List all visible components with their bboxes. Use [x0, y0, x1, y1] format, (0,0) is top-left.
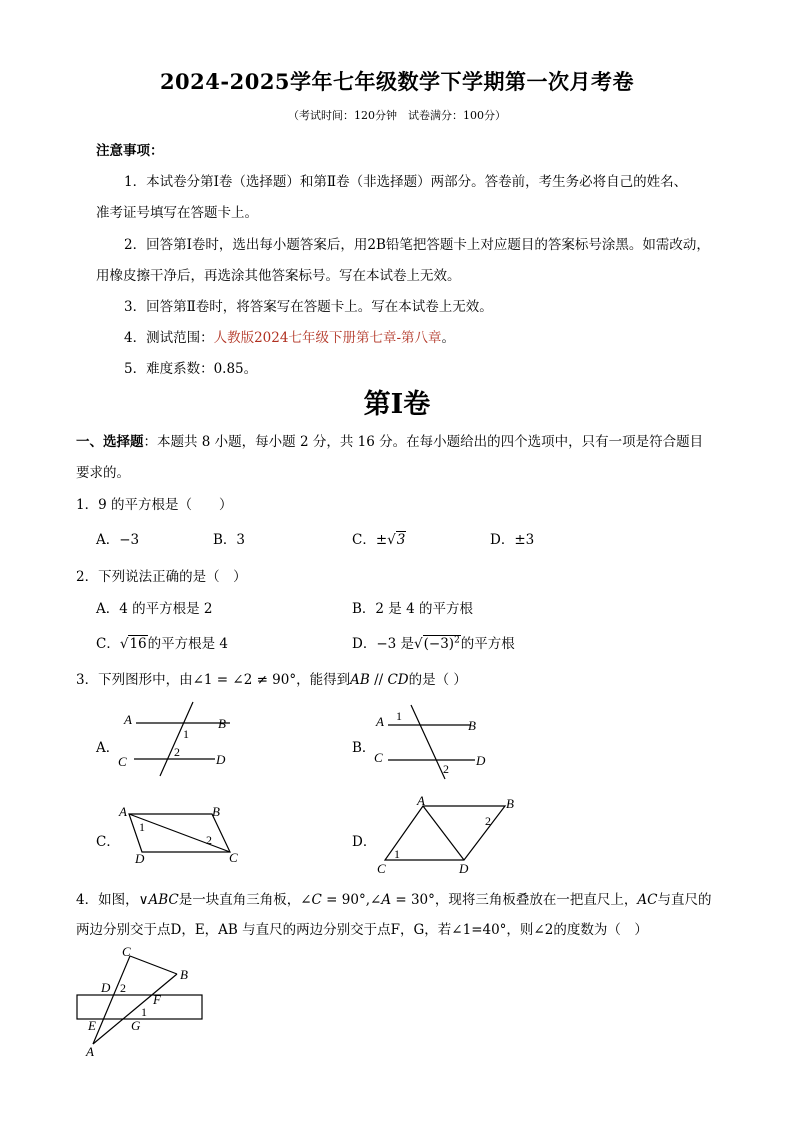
q4-l1-ac: AC — [637, 892, 658, 908]
note-4-suffix: 。 — [441, 330, 456, 346]
label-a: A — [86, 1044, 94, 1059]
label-a: A — [119, 804, 127, 819]
q4-l1-abc: ABC — [148, 892, 179, 908]
note-4 — [124, 326, 455, 346]
side-ac — [93, 956, 130, 1044]
label-angle-1: 1 — [183, 727, 189, 741]
note-4-prefix: 4．测试范围： — [124, 330, 214, 346]
label-d: D — [476, 753, 486, 768]
q3-stem-cd: CD — [387, 672, 409, 688]
label-b: B — [506, 796, 514, 811]
label-c: C — [377, 861, 386, 876]
exam-title: 2024-2025学年七年级数学下学期第一次月考卷 — [159, 69, 635, 94]
q3-figure-b — [370, 700, 500, 780]
q2-stem: 2．下列说法正确的是（ ） — [76, 569, 247, 585]
label-d: D — [101, 980, 111, 995]
q3-stem-ab: AB — [350, 672, 370, 688]
section-title: 第Ⅰ卷 — [363, 389, 431, 420]
notes-heading: 注意事项： — [96, 143, 164, 159]
label-a: A — [124, 712, 132, 727]
label-angle-2: 2 — [443, 762, 449, 776]
label-d: D — [216, 752, 226, 767]
label-angle-2: 2 — [174, 745, 180, 759]
label-angle-1: 1 — [139, 820, 145, 834]
label-angle-2: 2 — [120, 981, 126, 995]
section-intro-a — [76, 430, 703, 450]
q1-option-d: D．±3 — [490, 532, 535, 548]
q2-c-suffix: 的平方根是 4 — [147, 636, 229, 652]
label-f: F — [153, 992, 161, 1007]
note-5: 5．难度系数：0.85。 — [124, 361, 258, 377]
q3-option-d-label: D． — [352, 834, 377, 850]
label-c: C — [118, 754, 127, 769]
diagonal-ad — [423, 806, 464, 860]
q2-d-prefix: D．−3 是 — [352, 636, 415, 652]
q3-stem-a: 3．下列图形中，由∠1 = ∠2 ≠ 90°，能得到 — [76, 672, 351, 688]
q4-l1-c: C — [311, 892, 322, 908]
label-angle-1: 1 — [396, 709, 402, 723]
note-1a: 1．本试卷分第Ⅰ卷（选择题）和第Ⅱ卷（非选择题）两部分。答卷前，考生务必将自己的姓名、 — [124, 174, 688, 190]
ruler — [77, 995, 202, 1019]
q2-option-c: C．√16的平方根是 4 — [96, 636, 229, 652]
section-intro-b: 要求的。 — [76, 465, 130, 481]
q3-figure-a — [112, 700, 252, 780]
q3-option-a-label: A． — [96, 740, 120, 756]
label-angle-1: 1 — [394, 847, 400, 861]
q3-figure-c — [112, 800, 252, 870]
q3-figure-d — [372, 794, 522, 876]
q1-c-radicand: 3 — [396, 532, 406, 548]
q2-d-exponent: 2 — [454, 635, 460, 646]
q1-option-c: C．±√3 — [352, 532, 406, 548]
q3-option-b-label: B． — [352, 740, 376, 756]
label-b: B — [218, 716, 226, 731]
q2-option-b: B．2 是 4 的平方根 — [352, 601, 473, 617]
q3-option-c-label: C． — [96, 834, 120, 850]
label-d: D — [459, 861, 469, 876]
q4-l1-d: = 90°,∠ — [321, 892, 382, 908]
q2-d-suffix: 的平方根 — [460, 636, 515, 652]
q2-c-prefix: C． — [96, 636, 120, 652]
label-e: E — [88, 1018, 96, 1033]
q3-stem — [76, 668, 467, 688]
label-c: C — [229, 850, 238, 865]
q2-d-radical — [423, 635, 461, 652]
q3-stem-b: 的是（ ） — [408, 672, 467, 688]
q4-line-2: 两边分别交于点D，E，AB 与直尺的两边分别交于点F，G，若∠1=40°，则∠2的度数为（ ） — [76, 922, 648, 938]
q2-c-radicand: 16 — [129, 636, 147, 652]
q4-l1-g: 与直尺的 — [657, 892, 712, 908]
label-b: B — [212, 804, 220, 819]
transversal — [411, 705, 445, 779]
label-g: G — [131, 1018, 141, 1033]
label-a: A — [417, 794, 425, 808]
label-d: D — [135, 851, 145, 866]
q1-option-a: A．−3 — [96, 532, 140, 548]
note-2a: 2．回答第Ⅰ卷时，选出每小题答案后，用2B铅笔把答题卡上对应题目的答案标号涂黑。如需改动， — [124, 237, 710, 253]
label-angle-2: 2 — [206, 833, 212, 847]
note-3: 3．回答第Ⅱ卷时，将答案写在答题卡上。写在本试卷上无效。 — [124, 299, 493, 315]
q4-l1-e: A — [381, 892, 392, 908]
q2-option-d: D．−3 是$√(-3)^2$的平方根 — [352, 635, 515, 652]
q2-d-radicand: (−3) — [423, 636, 455, 652]
exam-subtitle: （考试时间：120分钟 试卷满分：100分） — [288, 109, 506, 122]
side-cb — [130, 956, 177, 974]
q4-l1-f: = 30°，现将三角板叠放在一把直尺上， — [391, 892, 638, 908]
q4-line-1 — [76, 888, 712, 908]
note-2b: 用橡皮擦干净后，再选涂其他答案标号。写在本试卷上无效。 — [96, 268, 461, 284]
label-angle-2: 2 — [485, 814, 491, 828]
section-intro-rest: ：本题共 8 小题，每小题 2 分，共 16 分。在每小题给出的四个选项中，只有一项是符合题目 — [143, 434, 704, 450]
test-range: 人教版2024七年级下册第七章-第八章 — [213, 330, 442, 346]
q4-l1-b: 是一块直角三角板，∠ — [178, 892, 312, 908]
label-angle-1: 1 — [141, 1005, 147, 1019]
label-b: B — [468, 718, 476, 733]
section-intro-bold: 一、选择题 — [76, 434, 144, 450]
q1-stem: 1．9 的平方根是（ ） — [76, 497, 233, 513]
label-c: C — [374, 750, 383, 765]
q1-c-prefix: C．± — [352, 532, 388, 548]
q1-option-b: B．3 — [213, 532, 246, 548]
q2-option-a: A．4 的平方根是 2 — [96, 601, 213, 617]
label-a: A — [376, 714, 384, 729]
q4-l1-a: 4．如图，∨ — [76, 892, 149, 908]
q3-stem-par: // — [369, 672, 388, 688]
note-1b: 准考证号填写在答题卡上。 — [96, 205, 258, 221]
q4-figure — [70, 944, 220, 1064]
label-c: C — [122, 944, 131, 959]
label-b: B — [180, 967, 188, 982]
